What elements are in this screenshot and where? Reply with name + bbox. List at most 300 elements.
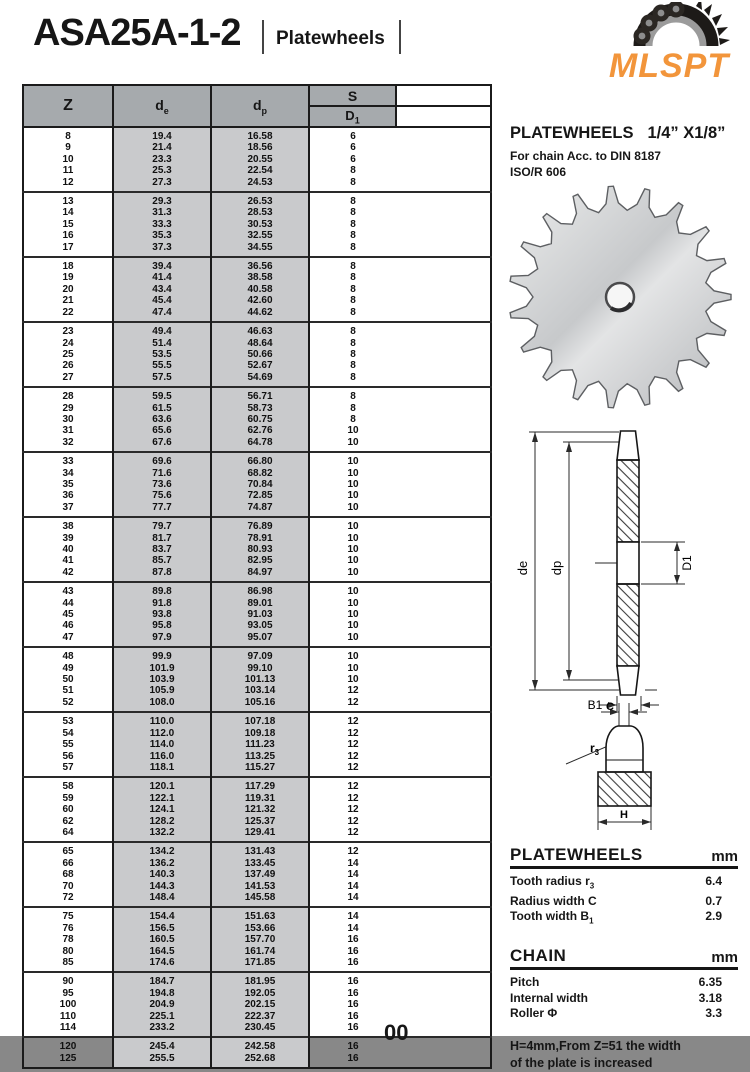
z-cell: 65	[23, 842, 113, 857]
blank-cell	[396, 999, 491, 1010]
de-cell: 99.9	[113, 647, 211, 662]
de-cell: 63.6	[113, 414, 211, 425]
s-cell: 12	[347, 781, 359, 793]
spec-value: 0.7	[705, 893, 722, 908]
s-cell: 12	[347, 804, 359, 816]
blank-cell	[396, 728, 491, 739]
blank-cell	[396, 972, 491, 987]
table-row	[23, 219, 491, 230]
s-cell: 8	[350, 371, 356, 383]
de-cell: 148.4	[113, 892, 211, 907]
title-separator	[262, 20, 264, 54]
col-header-blank	[396, 85, 491, 106]
dp-cell: 157.70	[211, 934, 309, 945]
z-cell: 46	[23, 620, 113, 631]
spec-row	[510, 975, 738, 991]
table-row	[23, 1011, 491, 1022]
z-cell: 26	[23, 360, 113, 371]
dp-cell: 109.18	[211, 728, 309, 739]
dp-cell: 84.97	[211, 567, 309, 582]
s-cell: 8	[350, 326, 356, 338]
dp-cell: 86.98	[211, 582, 309, 597]
de-cell: 154.4	[113, 907, 211, 922]
s-cell: 10	[347, 436, 359, 448]
blank-cell	[396, 284, 491, 295]
col-header-de: $d_e$	[113, 85, 211, 127]
blank-cell	[396, 295, 491, 306]
z-cell: 30	[23, 414, 113, 425]
dp-cell: 145.58	[211, 892, 309, 907]
de-cell: 140.3	[113, 869, 211, 880]
table-row	[23, 1037, 491, 1052]
dp-cell: 40.58	[211, 284, 309, 295]
s-cell: 8	[350, 272, 356, 284]
s-cell: 10	[347, 597, 359, 609]
table-row	[23, 804, 491, 815]
col-header-z: Z	[23, 85, 113, 127]
blank-cell	[396, 502, 491, 517]
de-cell: 29.3	[113, 192, 211, 207]
table-row	[23, 468, 491, 479]
de-cell: 39.4	[113, 257, 211, 272]
table-row	[23, 1053, 491, 1068]
de-cell: 33.3	[113, 219, 211, 230]
de-cell: 27.3	[113, 177, 211, 192]
table-row	[23, 988, 491, 999]
platewheels-spec-unit: mm	[711, 848, 738, 865]
s-cell: 10	[347, 662, 359, 674]
table-group	[23, 452, 491, 517]
spec-value: 3.3	[705, 1006, 722, 1021]
spec-label: Tooth radius $r_3$	[510, 874, 595, 891]
dp-cell: 58.73	[211, 403, 309, 414]
s-cell: 12	[347, 761, 359, 773]
blank-cell	[396, 892, 491, 907]
dp-cell: 89.01	[211, 598, 309, 609]
s-cell: 8	[350, 337, 356, 349]
s-cell: 14	[347, 857, 359, 869]
blank-cell	[396, 372, 491, 387]
blank-cell	[396, 609, 491, 620]
table-row	[23, 555, 491, 566]
z-cell: 125	[23, 1053, 113, 1068]
table-row	[23, 479, 491, 490]
table-row	[23, 284, 491, 295]
blank-cell	[396, 437, 491, 452]
table-row	[23, 372, 491, 387]
dp-cell: 68.82	[211, 468, 309, 479]
de-cell: 89.8	[113, 582, 211, 597]
de-cell: 53.5	[113, 349, 211, 360]
label-r3: $r_3$	[590, 741, 600, 757]
de-cell: 85.7	[113, 555, 211, 566]
dp-cell: 56.71	[211, 387, 309, 402]
z-cell: 10	[23, 154, 113, 165]
iso-standard-line: ISO/R 606	[510, 165, 567, 179]
de-cell: 71.6	[113, 468, 211, 479]
z-cell: 12	[23, 177, 113, 192]
table-row	[23, 946, 491, 957]
blank-cell	[396, 632, 491, 647]
de-cell: 112.0	[113, 728, 211, 739]
de-cell: 134.2	[113, 842, 211, 857]
table-group	[23, 647, 491, 712]
de-cell: 61.5	[113, 403, 211, 414]
blank-cell	[396, 452, 491, 467]
spec-label: Radius width C	[510, 893, 597, 908]
table-row	[23, 349, 491, 360]
z-cell: 85	[23, 957, 113, 972]
table-row	[23, 598, 491, 609]
z-cell: 62	[23, 816, 113, 827]
s-cell: 16	[347, 1041, 359, 1053]
blank-cell	[396, 712, 491, 727]
blank-cell	[396, 338, 491, 349]
dp-cell: 99.10	[211, 663, 309, 674]
table-row	[23, 907, 491, 922]
s-cell: 16	[347, 957, 359, 968]
de-cell: 35.3	[113, 230, 211, 241]
de-cell: 95.8	[113, 620, 211, 631]
z-cell: 54	[23, 728, 113, 739]
z-cell: 66	[23, 858, 113, 869]
de-cell: 59.5	[113, 387, 211, 402]
table-row	[23, 934, 491, 945]
s-cell: 16	[347, 934, 359, 946]
z-cell: 56	[23, 751, 113, 762]
z-cell: 57	[23, 762, 113, 777]
spec-value: 6.4	[705, 874, 722, 888]
s-cell: 8	[350, 218, 356, 230]
dimension-table-header	[23, 85, 491, 127]
blank-cell	[396, 598, 491, 609]
dp-cell: 95.07	[211, 632, 309, 647]
de-cell: 69.6	[113, 452, 211, 467]
table-group	[23, 777, 491, 842]
z-cell: 114	[23, 1022, 113, 1037]
blank-cell	[396, 127, 491, 142]
dp-cell: 171.85	[211, 957, 309, 972]
s-cell: 8	[350, 196, 356, 208]
dp-cell: 74.87	[211, 502, 309, 517]
de-cell: 97.9	[113, 632, 211, 647]
z-cell: 37	[23, 502, 113, 517]
table-group	[23, 972, 491, 1037]
dp-cell: 18.56	[211, 142, 309, 153]
table-row	[23, 697, 491, 712]
s-cell: 10	[347, 501, 359, 513]
table-group	[23, 192, 491, 257]
dp-cell: 60.75	[211, 414, 309, 425]
dp-cell: 28.53	[211, 207, 309, 218]
s-cell: 14	[347, 922, 359, 934]
spec-row	[510, 1006, 738, 1022]
blank-cell	[396, 490, 491, 501]
table-row	[23, 582, 491, 597]
z-cell: 19	[23, 272, 113, 283]
s-cell: 8	[350, 306, 356, 318]
de-cell: 51.4	[113, 338, 211, 349]
blank-cell	[396, 674, 491, 685]
page-number: 00	[384, 1020, 409, 1045]
dp-cell: 97.09	[211, 647, 309, 662]
blank-cell	[396, 907, 491, 922]
z-cell: 11	[23, 165, 113, 176]
z-cell: 32	[23, 437, 113, 452]
de-cell: 55.5	[113, 360, 211, 371]
s-cell: 12	[347, 716, 359, 728]
chain-standard-line: For chain Acc. to DIN 8187	[510, 149, 661, 163]
z-cell: 48	[23, 647, 113, 662]
table-row	[23, 647, 491, 662]
z-cell: 35	[23, 479, 113, 490]
de-cell: 144.3	[113, 881, 211, 892]
product-heading	[510, 124, 725, 143]
de-cell: 184.7	[113, 972, 211, 987]
s-cell: 8	[350, 165, 356, 177]
table-row	[23, 437, 491, 452]
de-cell: 31.3	[113, 207, 211, 218]
blank-cell	[396, 777, 491, 792]
table-row	[23, 777, 491, 792]
spec-value: 3.18	[698, 990, 722, 1005]
table-row	[23, 739, 491, 750]
de-cell: 67.6	[113, 437, 211, 452]
table-group	[23, 1037, 491, 1068]
table-row	[23, 322, 491, 337]
blank-cell	[396, 762, 491, 777]
s-cell: 8	[350, 261, 356, 273]
z-cell: 17	[23, 242, 113, 257]
z-cell: 51	[23, 685, 113, 696]
dp-cell: 133.45	[211, 858, 309, 869]
blank-cell	[396, 387, 491, 402]
dp-cell: 44.62	[211, 307, 309, 322]
dp-cell: 66.80	[211, 452, 309, 467]
table-group	[23, 517, 491, 582]
blank-cell	[396, 165, 491, 176]
blank-cell	[396, 257, 491, 272]
dp-cell: 125.37	[211, 816, 309, 827]
s-cell: 8	[350, 295, 356, 307]
de-cell: 57.5	[113, 372, 211, 387]
de-cell: 101.9	[113, 663, 211, 674]
z-cell: 70	[23, 881, 113, 892]
dp-cell: 137.49	[211, 869, 309, 880]
s-cell: 12	[347, 792, 359, 804]
s-cell: 12	[347, 739, 359, 751]
z-cell: 49	[23, 663, 113, 674]
spec-label: Roller Φ	[510, 1006, 558, 1021]
s-cell: 10	[347, 478, 359, 490]
dp-cell: 222.37	[211, 1011, 309, 1022]
de-cell: 49.4	[113, 322, 211, 337]
dp-cell: 91.03	[211, 609, 309, 620]
z-cell: 55	[23, 739, 113, 750]
blank-cell	[396, 403, 491, 414]
dp-cell: 16.58	[211, 127, 309, 142]
dp-cell: 105.16	[211, 697, 309, 712]
blank-cell	[396, 242, 491, 257]
z-cell: 41	[23, 555, 113, 566]
de-cell: 194.8	[113, 988, 211, 999]
table-row	[23, 816, 491, 827]
de-cell: 114.0	[113, 739, 211, 750]
table-row	[23, 207, 491, 218]
product-heading-size: 1/4” X1/8”	[647, 124, 726, 142]
dp-cell: 252.68	[211, 1053, 309, 1068]
table-row	[23, 827, 491, 842]
dp-cell: 54.69	[211, 372, 309, 387]
blank-cell	[396, 881, 491, 892]
blank-cell	[396, 322, 491, 337]
de-cell: 75.6	[113, 490, 211, 501]
table-row	[23, 177, 491, 192]
dp-cell: 70.84	[211, 479, 309, 490]
blank-cell	[396, 1022, 491, 1037]
table-row	[23, 632, 491, 647]
table-group	[23, 257, 491, 322]
blank-cell	[396, 154, 491, 165]
s-cell: 10	[347, 620, 359, 632]
z-cell: 20	[23, 284, 113, 295]
table-row	[23, 957, 491, 972]
de-cell: 47.4	[113, 307, 211, 322]
table-row	[23, 620, 491, 631]
table-row	[23, 685, 491, 696]
z-cell: 34	[23, 468, 113, 479]
table-row	[23, 257, 491, 272]
label-h: H	[620, 809, 628, 821]
brand-logo	[598, 2, 740, 86]
dp-cell: 38.58	[211, 272, 309, 283]
table-row	[23, 567, 491, 582]
spec-label: Tooth width $B_1$	[510, 909, 594, 926]
dp-cell: 107.18	[211, 712, 309, 727]
label-b1: B1	[587, 698, 603, 712]
dp-cell: 42.60	[211, 295, 309, 306]
blank-cell	[396, 349, 491, 360]
de-cell: 174.6	[113, 957, 211, 972]
dp-cell: 82.95	[211, 555, 309, 566]
z-cell: 72	[23, 892, 113, 907]
de-cell: 103.9	[113, 674, 211, 685]
plate-width-note	[510, 1038, 738, 1072]
z-cell: 76	[23, 923, 113, 934]
dp-cell: 30.53	[211, 219, 309, 230]
s-cell: 10	[347, 566, 359, 578]
table-row	[23, 728, 491, 739]
table-row	[23, 892, 491, 907]
blank-cell	[396, 793, 491, 804]
s-cell: 10	[347, 467, 359, 479]
blank-cell	[396, 751, 491, 762]
dp-cell: 72.85	[211, 490, 309, 501]
blank-cell	[396, 923, 491, 934]
de-cell: 108.0	[113, 697, 211, 712]
z-cell: 21	[23, 295, 113, 306]
s-cell: 12	[347, 826, 359, 838]
z-cell: 27	[23, 372, 113, 387]
table-row	[23, 452, 491, 467]
blank-cell	[396, 685, 491, 696]
label-d1: D1	[680, 555, 694, 571]
dp-cell: 119.31	[211, 793, 309, 804]
table-row	[23, 793, 491, 804]
table-row	[23, 414, 491, 425]
table-row	[23, 869, 491, 880]
dp-cell: 141.53	[211, 881, 309, 892]
s-cell: 16	[347, 1010, 359, 1022]
z-cell: 52	[23, 697, 113, 712]
blank-cell	[396, 869, 491, 880]
table-row	[23, 490, 491, 501]
s-cell: 14	[347, 891, 359, 903]
table-group	[23, 582, 491, 647]
blank-cell	[396, 360, 491, 371]
dp-cell: 22.54	[211, 165, 309, 176]
z-cell: 8	[23, 127, 113, 142]
dp-cell: 76.89	[211, 517, 309, 532]
platewheels-spec-rows	[510, 874, 738, 929]
z-cell: 15	[23, 219, 113, 230]
de-cell: 91.8	[113, 598, 211, 609]
dp-cell: 46.63	[211, 322, 309, 337]
dp-cell: 62.76	[211, 425, 309, 436]
table-group	[23, 387, 491, 452]
title-separator	[399, 20, 401, 54]
table-row	[23, 842, 491, 857]
z-cell: 13	[23, 192, 113, 207]
dp-cell: 93.05	[211, 620, 309, 631]
s-cell: 16	[347, 999, 359, 1011]
dp-cell: 101.13	[211, 674, 309, 685]
s-cell: 16	[347, 1052, 359, 1064]
s-cell: 8	[350, 391, 356, 403]
de-cell: 25.3	[113, 165, 211, 176]
s-cell: 6	[350, 131, 356, 142]
z-cell: 95	[23, 988, 113, 999]
blank-cell	[396, 934, 491, 945]
blank-cell	[396, 858, 491, 869]
z-cell: 9	[23, 142, 113, 153]
spec-row	[510, 874, 738, 894]
s-cell: 16	[347, 987, 359, 999]
dp-cell: 26.53	[211, 192, 309, 207]
table-row	[23, 502, 491, 517]
de-cell: 73.6	[113, 479, 211, 490]
label-de: de	[515, 560, 530, 576]
de-cell: 41.4	[113, 272, 211, 283]
spec-value: 2.9	[705, 909, 722, 924]
s-cell: 10	[347, 651, 359, 663]
de-cell: 164.5	[113, 946, 211, 957]
table-row	[23, 127, 491, 142]
z-cell: 24	[23, 338, 113, 349]
de-cell: 255.5	[113, 1053, 211, 1068]
z-cell: 28	[23, 387, 113, 402]
table-group	[23, 712, 491, 777]
blank-cell	[396, 663, 491, 674]
dp-cell: 230.45	[211, 1022, 309, 1037]
dp-cell: 242.58	[211, 1037, 309, 1052]
blank-cell	[396, 946, 491, 957]
table-row	[23, 533, 491, 544]
z-cell: 120	[23, 1037, 113, 1052]
cross-section-drawing	[505, 418, 740, 713]
de-cell: 110.0	[113, 712, 211, 727]
blank-cell	[396, 177, 491, 192]
